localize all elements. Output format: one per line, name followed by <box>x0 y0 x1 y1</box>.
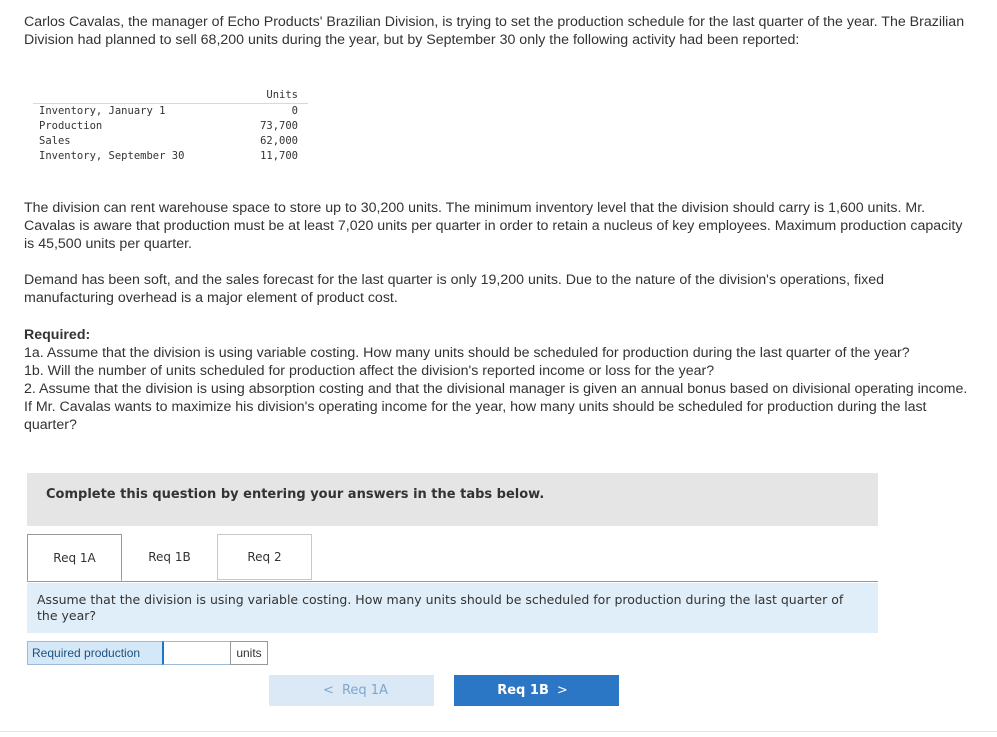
required-item-1a: 1a. Assume that the division is using variable costing. How many units should be scheduled for production during the last quarter of the year? <box>24 345 910 361</box>
question-panel <box>27 583 878 633</box>
prev-button-label: Req 1A <box>341 683 388 698</box>
table-row <box>33 149 308 164</box>
table-header-row <box>33 88 308 104</box>
required-item-1b: 1b. Will the number of units scheduled for production affect the division's reported income or loss for the year? <box>24 363 715 379</box>
instructions-banner <box>27 473 878 526</box>
warehouse-paragraph: The division can rent warehouse space to store up to 30,200 units. The minimum inventory level that the division should carry is 1,600 units. Mr. Cavalas is aware that production must be at least 7,020 units per quarter in order to retain a nucleus of key employees. Maximum production capacity is 45,500 units per quarter. <box>24 200 963 252</box>
required-production-input[interactable] <box>162 641 235 665</box>
demand-paragraph: Demand has been soft, and the sales forecast for the last quarter is only 19,200 units. Due to the nature of the division's operations, fixed manufacturing overhead is a major element of product cost. <box>24 272 884 306</box>
row-value: 0 <box>236 104 308 120</box>
tab-req-1b[interactable]: Req 1B <box>122 534 217 580</box>
tab-bar <box>27 534 878 582</box>
chevron-left-icon: < <box>323 683 334 698</box>
intro-paragraph: Carlos Cavalas, the manager of Echo Products' Brazilian Division, is trying to set the production schedule for the last quarter of the year. The Brazilian Division had planned to sell 68,200 units during the year, but by September 30 only the following activity had been reported: <box>24 14 965 48</box>
row-label: Sales <box>39 135 71 147</box>
required-title: Required: <box>24 327 91 343</box>
prev-req-button[interactable] <box>269 675 434 706</box>
required-production-label: Required production <box>27 641 168 665</box>
row-value: 73,700 <box>260 120 298 132</box>
units-label: units <box>230 641 268 665</box>
question-text: Assume that the division is using variable costing. How many units should be scheduled for production during the last quarter of the year? <box>37 592 844 623</box>
next-button-label: Req 1B <box>497 683 549 698</box>
row-value: 11,700 <box>260 150 298 162</box>
table-row <box>33 119 308 134</box>
row-label: Production <box>39 120 103 132</box>
inventory-table <box>33 88 308 164</box>
table-row <box>33 134 308 149</box>
row-label: Inventory, September 30 <box>39 150 185 162</box>
units-header: Units <box>266 89 298 101</box>
table-row <box>33 104 308 120</box>
bottom-divider <box>0 731 997 732</box>
required-item-2: 2. Assume that the division is using absorption costing and that the divisional manager is given an annual bonus based on divisional operating income. If Mr. Cavalas wants to maximize his division's operating income for the year, how many units should be scheduled for production during the last quarter? <box>24 381 968 433</box>
tab-req-1a[interactable]: Req 1A <box>27 534 122 582</box>
row-value: 62,000 <box>260 135 298 147</box>
row-label: Inventory, January 1 <box>33 104 236 120</box>
banner-text: Complete this question by entering your answers in the tabs below. <box>46 487 545 502</box>
next-req-button[interactable] <box>454 675 619 706</box>
chevron-right-icon: > <box>556 683 568 698</box>
tab-req-2[interactable]: Req 2 <box>217 534 312 580</box>
required-section <box>24 326 974 434</box>
tab-divider <box>27 581 878 582</box>
